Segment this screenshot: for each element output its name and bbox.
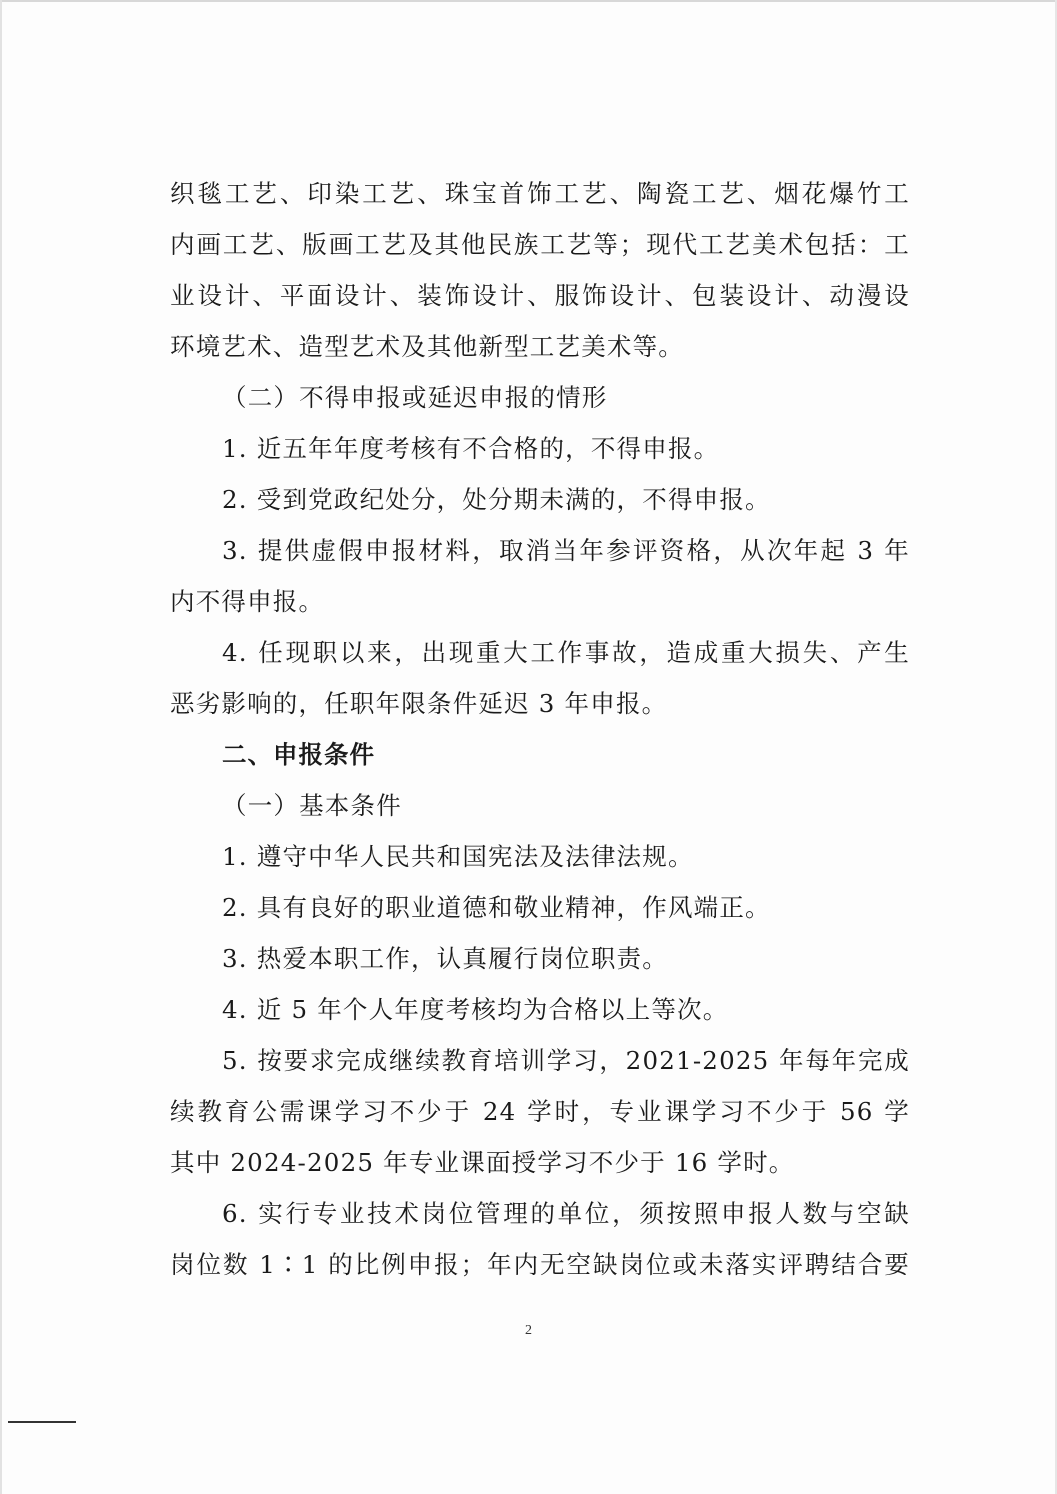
page-left-edge bbox=[0, 0, 2, 1494]
list-item: 3. 提供虚假申报材料，取消当年参评资格，从次年起 3 年 bbox=[222, 536, 910, 565]
list-item-continuation: 续教育公需课学习不少于 24 学时，专业课学习不少于 56 学 bbox=[170, 1097, 910, 1126]
list-item: 1. 遵守中华人民共和国宪法及法律法规。 bbox=[222, 842, 694, 871]
page-number: 2 bbox=[525, 1323, 532, 1338]
list-item: 2. 具有良好的职业道德和敬业精神，作风端正。 bbox=[222, 893, 771, 922]
body-line: 织毯工艺、印染工艺、珠宝首饰工艺、陶瓷工艺、烟花爆竹工 bbox=[170, 179, 910, 208]
list-item: 2. 受到党政纪处分，处分期未满的，不得申报。 bbox=[222, 485, 771, 514]
list-item-continuation: 岗位数 1∶1 的比例申报；年内无空缺岗位或未落实评聘结合要 bbox=[170, 1250, 910, 1279]
subsection-heading: （二）不得申报或延迟申报的情形 bbox=[222, 383, 608, 412]
section-heading: 二、申报条件 bbox=[222, 740, 375, 769]
list-item: 4. 近 5 年个人年度考核均为合格以上等次。 bbox=[222, 995, 729, 1024]
body-line: 环境艺术、造型艺术及其他新型工艺美术等。 bbox=[170, 332, 684, 361]
body-line: 内画工艺、版画工艺及其他民族工艺等；现代工艺美术包括：工 bbox=[170, 230, 910, 259]
list-item: 1. 近五年年度考核有不合格的，不得申报。 bbox=[222, 434, 720, 463]
list-item-continuation: 内不得申报。 bbox=[170, 587, 325, 616]
body-line: 业设计、平面设计、装饰设计、服饰设计、包装设计、动漫设 bbox=[170, 281, 910, 310]
subsection-heading: （一）基本条件 bbox=[222, 791, 402, 820]
page-top-edge bbox=[0, 0, 1057, 2]
margin-rule bbox=[8, 1421, 76, 1423]
list-item: 6. 实行专业技术岗位管理的单位，须按照申报人数与空缺 bbox=[222, 1199, 910, 1228]
document-body bbox=[170, 168, 910, 1290]
list-item: 5. 按要求完成继续教育培训学习，2021-2025 年每年完成 bbox=[222, 1046, 910, 1075]
list-item-continuation: 其中 2024-2025 年专业课面授学习不少于 16 学时。 bbox=[170, 1148, 795, 1177]
list-item-continuation: 恶劣影响的，任职年限条件延迟 3 年申报。 bbox=[170, 689, 668, 718]
list-item: 4. 任现职以来，出现重大工作事故，造成重大损失、产生 bbox=[222, 638, 910, 667]
list-item: 3. 热爱本职工作，认真履行岗位职责。 bbox=[222, 944, 668, 973]
